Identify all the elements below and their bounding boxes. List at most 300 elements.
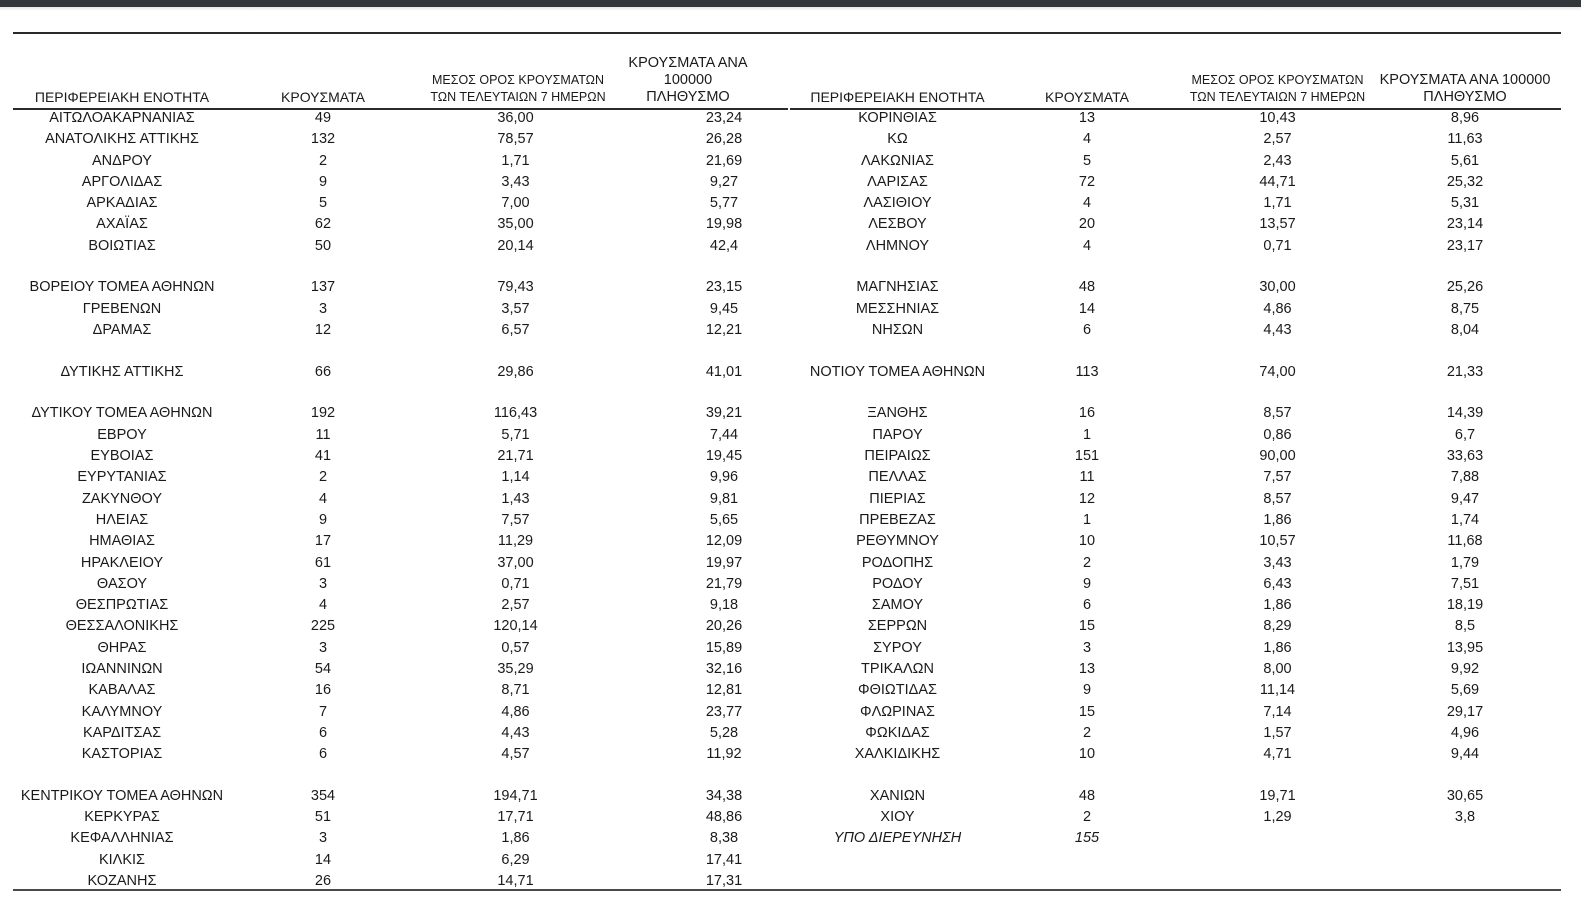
right-table xyxy=(790,60,1561,850)
cases-value: 354 xyxy=(310,787,336,804)
avg-7day-value: 4,43 xyxy=(1263,322,1292,339)
cases-value: 5 xyxy=(318,195,328,212)
cases-value: 41 xyxy=(314,448,332,465)
header-region: ΠΕΡΙΦΕΡΕΙΑΚΗ ΕΝΟΤΗΤΑ xyxy=(34,89,210,105)
table-row xyxy=(13,510,788,531)
per-100k-value: 5,77 xyxy=(709,195,739,212)
table-row xyxy=(790,277,1561,298)
region-name: ΒΟΡΕΙΟΥ ΤΟΜΕΑ ΑΘΗΝΩΝ xyxy=(29,279,215,296)
per-100k-value: 5,31 xyxy=(1450,195,1480,212)
per-100k-value: 6,7 xyxy=(1454,426,1476,443)
avg-7day-value: 2,43 xyxy=(1263,152,1292,169)
cases-value: 15 xyxy=(1078,618,1096,635)
avg-7day-value: 3,57 xyxy=(501,300,530,317)
table-row xyxy=(13,236,788,257)
per-100k-value: 9,45 xyxy=(709,300,739,317)
region-name: ΑΝΔΡΟΥ xyxy=(92,152,152,169)
cases-value: 16 xyxy=(1078,405,1096,422)
table-row xyxy=(790,214,1561,235)
avg-7day-value: 1,29 xyxy=(1263,809,1292,826)
table-row xyxy=(13,151,788,172)
per-100k-value: 19,45 xyxy=(705,448,743,465)
cases-value: 6 xyxy=(318,724,328,741)
region-name: ΚΩ xyxy=(887,131,908,148)
table-row xyxy=(13,744,788,765)
cases-value: 11 xyxy=(315,426,331,443)
table-row xyxy=(790,702,1561,723)
avg-7day-value: 20,14 xyxy=(497,237,534,254)
avg-7day-value: 29,86 xyxy=(497,363,534,380)
per-100k-value: 17,41 xyxy=(705,851,743,868)
table-row xyxy=(790,362,1561,383)
per-100k-value: 8,38 xyxy=(709,830,739,847)
region-name: ΧΑΝΙΩΝ xyxy=(869,787,926,804)
cases-value: 2 xyxy=(1082,724,1092,741)
cases-value: 72 xyxy=(1078,173,1096,190)
per-100k-value: 14,39 xyxy=(1446,405,1484,422)
header-avg-line1: ΜΕΣΟΣ ΟΡΟΣ ΚΡΟΥΣΜΑΤΩΝ xyxy=(1191,73,1364,87)
avg-7day-value: 8,57 xyxy=(1263,490,1292,507)
table-row xyxy=(13,616,788,637)
cases-value: 10 xyxy=(1078,746,1096,763)
table-row xyxy=(13,553,788,574)
cases-value: 15 xyxy=(1078,703,1096,720)
region-name: ΡΟΔΟΠΗΣ xyxy=(861,554,934,571)
cases-value: 6 xyxy=(1082,597,1092,614)
cases-value: 10 xyxy=(1078,533,1096,550)
per-100k-value: 23,77 xyxy=(705,703,743,720)
table-row xyxy=(13,702,788,723)
cases-value: 62 xyxy=(314,216,332,233)
region-name: ΑΡΓΟΛΙΔΑΣ xyxy=(81,173,163,190)
avg-7day-value: 1,86 xyxy=(1263,639,1292,656)
table-row xyxy=(13,277,788,298)
cases-value: 1 xyxy=(1082,511,1092,528)
avg-7day-value: 3,43 xyxy=(501,173,530,190)
table-row xyxy=(790,403,1561,424)
cases-value: 4 xyxy=(318,490,328,507)
avg-7day-value: 0,86 xyxy=(1263,426,1292,443)
table-row xyxy=(790,744,1561,765)
avg-7day-value: 11,29 xyxy=(497,533,534,550)
cases-value: 13 xyxy=(1078,110,1096,126)
cases-value: 11 xyxy=(1079,469,1095,486)
region-name: ΕΒΡΟΥ xyxy=(97,426,147,443)
cases-value: 12 xyxy=(314,322,332,339)
per-100k-value: 9,44 xyxy=(1450,746,1480,763)
per-100k-value: 21,79 xyxy=(705,575,743,592)
avg-7day-value: 4,86 xyxy=(501,703,530,720)
avg-7day-value: 8,29 xyxy=(1263,618,1292,635)
row-spacer xyxy=(13,257,788,277)
table-row xyxy=(790,425,1561,446)
region-name: ΛΑΡΙΣΑΣ xyxy=(867,173,928,190)
region-name: ΕΥΡΥΤΑΝΙΑΣ xyxy=(77,469,167,486)
avg-7day-value: 1,86 xyxy=(1263,597,1292,614)
per-100k-value: 11,63 xyxy=(1447,131,1483,148)
per-100k-value: 19,97 xyxy=(705,554,743,571)
avg-7day-value: 19,71 xyxy=(1259,787,1296,804)
region-name: ΦΛΩΡΙΝΑΣ xyxy=(860,703,935,720)
row-spacer xyxy=(790,383,1561,403)
region-name: ΦΘΙΩΤΙΔΑΣ xyxy=(858,682,937,699)
per-100k-value: 26,28 xyxy=(705,131,743,148)
region-name: ΠΑΡΟΥ xyxy=(872,426,923,443)
avg-7day-value: 7,57 xyxy=(501,511,530,528)
region-name: ΒΟΙΩΤΙΑΣ xyxy=(88,237,156,254)
table-row xyxy=(13,403,788,424)
table-row xyxy=(13,299,788,320)
region-name: ΑΡΚΑΔΙΑΣ xyxy=(86,195,158,212)
cases-value: 1 xyxy=(1082,426,1092,443)
table-row xyxy=(790,108,1561,129)
avg-7day-value: 1,86 xyxy=(501,830,530,847)
per-100k-value: 13,95 xyxy=(1446,639,1484,656)
cases-value: 151 xyxy=(1074,448,1100,465)
row-spacer xyxy=(790,341,1561,361)
per-100k-value: 17,31 xyxy=(705,873,743,890)
region-name: ΗΡΑΚΛΕΙΟΥ xyxy=(80,554,164,571)
per-100k-value: 5,69 xyxy=(1450,682,1480,699)
window-top-bar xyxy=(0,0,1581,7)
avg-7day-value: 90,00 xyxy=(1259,448,1296,465)
table-row xyxy=(790,807,1561,828)
per-100k-value: 12,21 xyxy=(705,322,743,339)
header-per-line2: ΠΛΗΘΥΣΜΟ xyxy=(1423,89,1507,105)
per-100k-value: 15,89 xyxy=(705,639,743,656)
per-100k-value: 23,14 xyxy=(1446,216,1484,233)
region-name: ΔΡΑΜΑΣ xyxy=(92,322,152,339)
table-row xyxy=(13,320,788,341)
avg-7day-value: 78,57 xyxy=(497,131,534,148)
per-100k-value: 29,17 xyxy=(1446,703,1484,720)
region-name: ΚΑΒΑΛΑΣ xyxy=(88,682,156,699)
region-name: ΠΙΕΡΙΑΣ xyxy=(869,490,926,507)
row-spacer xyxy=(790,765,1561,785)
table-row xyxy=(790,680,1561,701)
cases-value: 3 xyxy=(318,575,328,592)
left-table-header xyxy=(13,55,788,108)
cases-value: 3 xyxy=(318,639,328,656)
table-row xyxy=(790,320,1561,341)
per-100k-value: 21,33 xyxy=(1446,363,1484,380)
cases-value: 17 xyxy=(314,533,332,550)
region-name: ΣΥΡΟΥ xyxy=(873,639,922,656)
avg-7day-value: 10,57 xyxy=(1259,533,1296,550)
table-row xyxy=(790,446,1561,467)
header-7day-average xyxy=(1180,72,1375,106)
table-row xyxy=(13,446,788,467)
avg-7day-value: 1,43 xyxy=(501,490,530,507)
header-region: ΠΕΡΙΦΕΡΕΙΑΚΗ ΕΝΟΤΗΤΑ xyxy=(810,89,985,105)
avg-7day-value: 1,14 xyxy=(501,469,530,486)
avg-7day-value: 1,71 xyxy=(501,152,530,169)
region-name: ΝΗΣΩΝ xyxy=(871,322,924,339)
per-100k-value: 20,26 xyxy=(705,618,743,635)
cases-value: 225 xyxy=(310,618,336,635)
avg-7day-value: 5,71 xyxy=(501,426,530,443)
avg-7day-value: 4,57 xyxy=(501,746,530,763)
per-100k-value: 48,86 xyxy=(705,809,743,826)
cases-value: 9 xyxy=(318,511,328,528)
table-row xyxy=(790,595,1561,616)
cases-value: 4 xyxy=(1082,131,1092,148)
avg-7day-value: 1,86 xyxy=(1263,511,1292,528)
region-name: ΘΑΣΟΥ xyxy=(96,575,148,592)
cases-value: 14 xyxy=(1078,300,1096,317)
cases-value: 4 xyxy=(318,597,328,614)
avg-7day-value: 44,71 xyxy=(1259,173,1296,190)
region-name: ΠΕΛΛΑΣ xyxy=(868,469,927,486)
per-100k-value: 11,92 xyxy=(706,746,742,763)
region-name: ΔΥΤΙΚΟΥ ΤΟΜΕΑ ΑΘΗΝΩΝ xyxy=(31,405,213,422)
per-100k-value: 12,81 xyxy=(705,682,743,699)
cases-value: 48 xyxy=(1078,787,1096,804)
per-100k-value: 23,15 xyxy=(705,279,743,296)
header-per-line1: ΚΡΟΥΣΜΑΤΑ ΑΝΑ 100000 xyxy=(628,55,748,88)
region-name: ΧΑΛΚΙΔΙΚΗΣ xyxy=(854,746,941,763)
header-avg-line1: ΜΕΣΟΣ ΟΡΟΣ ΚΡΟΥΣΜΑΤΩΝ xyxy=(431,73,605,87)
row-spacer xyxy=(13,383,788,403)
cases-value: 61 xyxy=(314,554,332,571)
avg-7day-value: 13,57 xyxy=(1259,216,1296,233)
region-name: ΗΛΕΙΑΣ xyxy=(95,511,149,528)
table-row xyxy=(790,467,1561,488)
cases-value: 20 xyxy=(1078,216,1096,233)
region-name: ΛΑΣΙΘΙΟΥ xyxy=(863,195,932,212)
avg-7day-value: 4,43 xyxy=(501,724,530,741)
cases-value: 2 xyxy=(318,469,328,486)
table-row xyxy=(13,871,788,892)
avg-7day-value: 10,43 xyxy=(1259,110,1296,126)
top-bar-shadow xyxy=(0,7,1581,11)
avg-7day-value: 30,00 xyxy=(1259,279,1296,296)
per-100k-value: 25,32 xyxy=(1446,173,1484,190)
cases-value: 5 xyxy=(1082,152,1092,169)
avg-7day-value: 35,29 xyxy=(497,661,534,677)
avg-7day-value: 0,71 xyxy=(1263,237,1292,254)
region-name: ΘΕΣΣΑΛΟΝΙΚΗΣ xyxy=(65,618,179,635)
avg-7day-value: 4,86 xyxy=(1263,300,1292,317)
avg-7day-value: 21,71 xyxy=(497,448,534,465)
region-name: ΡΟΔΟΥ xyxy=(872,575,923,592)
region-name: ΚΕΝΤΡΙΚΟΥ ΤΟΜΕΑ ΑΘΗΝΩΝ xyxy=(20,787,224,804)
avg-7day-value: 6,43 xyxy=(1263,575,1292,592)
cases-value: 49 xyxy=(314,110,332,126)
region-name: ΣΑΜΟΥ xyxy=(871,597,924,614)
avg-7day-value: 3,43 xyxy=(1263,554,1292,571)
avg-7day-value: 7,14 xyxy=(1263,703,1292,720)
header-cases: ΚΡΟΥΣΜΑΤΑ xyxy=(281,89,365,105)
table-row xyxy=(790,531,1561,552)
header-avg-line2: ΤΩΝ ΤΕΛΕΥΤΑΙΩΝ 7 ΗΜΕΡΩΝ xyxy=(430,90,606,104)
table-row xyxy=(13,129,788,150)
right-table-body xyxy=(790,108,1561,850)
per-100k-value: 19,98 xyxy=(705,216,743,233)
table-row xyxy=(13,489,788,510)
region-name: ΛΗΜΝΟΥ xyxy=(865,237,930,254)
table-row xyxy=(13,574,788,595)
table-row xyxy=(790,616,1561,637)
region-name: ΣΕΡΡΩΝ xyxy=(867,618,928,635)
row-spacer xyxy=(13,341,788,361)
avg-7day-value: 6,57 xyxy=(501,322,530,339)
cases-value: 14 xyxy=(314,851,332,868)
per-100k-value: 4,96 xyxy=(1450,724,1480,741)
header-per-100k xyxy=(1370,72,1560,106)
per-100k-value: 9,92 xyxy=(1450,661,1480,677)
region-name: ΠΕΙΡΑΙΩΣ xyxy=(864,448,931,465)
per-100k-value: 8,04 xyxy=(1450,322,1480,339)
region-name: ΑΝΑΤΟΛΙΚΗΣ ΑΤΤΙΚΗΣ xyxy=(45,131,199,148)
cases-value: 4 xyxy=(1082,237,1092,254)
avg-7day-value: 1,71 xyxy=(1263,195,1292,212)
avg-7day-value: 2,57 xyxy=(501,597,530,614)
cases-value: 54 xyxy=(314,661,332,677)
cases-value: 12 xyxy=(1078,490,1096,507)
region-name: ΥΠΟ ΔΙΕΡΕΥΝΗΣΗ xyxy=(833,830,962,847)
table-row xyxy=(13,638,788,659)
region-name: ΘΗΡΑΣ xyxy=(97,639,147,656)
table-row xyxy=(790,786,1561,807)
per-100k-value: 11,68 xyxy=(1447,533,1483,550)
cases-value: 3 xyxy=(318,830,328,847)
per-100k-value: 21,69 xyxy=(705,152,743,169)
cases-value: 6 xyxy=(318,746,328,763)
cases-value: 155 xyxy=(1074,830,1100,847)
cases-value: 48 xyxy=(1078,279,1096,296)
cases-value: 51 xyxy=(314,809,332,826)
header-per-line1: ΚΡΟΥΣΜΑΤΑ ΑΝΑ 100000 xyxy=(1379,72,1551,88)
row-spacer xyxy=(790,257,1561,277)
per-100k-value: 25,26 xyxy=(1446,279,1484,296)
avg-7day-value: 36,00 xyxy=(497,110,534,126)
region-name: ΑΙΤΩΛΟΑΚΑΡΝΑΝΙΑΣ xyxy=(49,110,195,126)
table-row xyxy=(790,151,1561,172)
avg-7day-value: 79,43 xyxy=(497,279,534,296)
per-100k-value: 7,88 xyxy=(1450,469,1480,486)
region-name: ΛΑΚΩΝΙΑΣ xyxy=(860,152,934,169)
table-row xyxy=(790,489,1561,510)
table-row xyxy=(13,680,788,701)
region-name: ΗΜΑΘΙΑΣ xyxy=(89,533,155,550)
avg-7day-value: 4,71 xyxy=(1263,746,1292,763)
per-100k-value: 32,16 xyxy=(705,661,743,677)
region-name: ΞΑΝΘΗΣ xyxy=(867,405,928,422)
region-name: ΤΡΙΚΑΛΩΝ xyxy=(861,661,934,677)
per-100k-value: 5,61 xyxy=(1450,152,1480,169)
cases-value: 9 xyxy=(1082,575,1092,592)
avg-7day-value: 74,00 xyxy=(1259,363,1296,380)
table-row xyxy=(13,425,788,446)
per-100k-value: 3,8 xyxy=(1454,809,1476,826)
table-row xyxy=(790,553,1561,574)
table-row xyxy=(13,807,788,828)
per-100k-value: 1,79 xyxy=(1450,554,1480,571)
avg-7day-value: 116,43 xyxy=(493,405,538,422)
cases-value: 26 xyxy=(314,873,332,890)
table-row xyxy=(790,299,1561,320)
avg-7day-value: 6,29 xyxy=(501,851,530,868)
table-row xyxy=(790,129,1561,150)
header-cases: ΚΡΟΥΣΜΑΤΑ xyxy=(1045,89,1129,105)
cases-value: 132 xyxy=(310,131,336,148)
avg-7day-value: 8,71 xyxy=(501,682,530,699)
avg-7day-value: 194,71 xyxy=(493,787,538,804)
region-name: ΚΑΡΔΙΤΣΑΣ xyxy=(82,724,162,741)
region-name: ΚΟΖΑΝΗΣ xyxy=(87,873,157,890)
avg-7day-value: 0,71 xyxy=(501,575,530,592)
cases-value: 50 xyxy=(314,237,332,254)
per-100k-value: 9,18 xyxy=(709,597,739,614)
cases-value: 192 xyxy=(310,405,336,422)
table-row xyxy=(13,193,788,214)
per-100k-value: 33,63 xyxy=(1446,448,1484,465)
avg-7day-value: 14,71 xyxy=(497,873,534,890)
header-per-100k xyxy=(613,55,763,106)
table-row xyxy=(13,786,788,807)
per-100k-value: 5,65 xyxy=(709,511,739,528)
per-100k-value: 9,81 xyxy=(709,490,739,507)
right-table-header xyxy=(790,60,1561,108)
left-table xyxy=(13,55,788,892)
per-100k-value: 23,17 xyxy=(1446,237,1484,254)
per-100k-value: 18,19 xyxy=(1446,597,1484,614)
avg-7day-value: 7,57 xyxy=(1263,469,1292,486)
region-name: ΙΩΑΝΝΙΝΩΝ xyxy=(81,661,163,677)
per-100k-value: 8,96 xyxy=(1450,110,1480,126)
per-100k-value: 9,96 xyxy=(709,469,739,486)
table-row xyxy=(13,172,788,193)
per-100k-value: 9,47 xyxy=(1450,490,1480,507)
region-name: ΡΕΘΥΜΝΟΥ xyxy=(856,533,939,550)
per-100k-value: 5,28 xyxy=(709,724,739,741)
per-100k-value: 7,44 xyxy=(709,426,739,443)
table-row xyxy=(13,531,788,552)
per-100k-value: 30,65 xyxy=(1446,787,1484,804)
region-name: ΕΥΒΟΙΑΣ xyxy=(90,448,154,465)
left-table-body xyxy=(13,108,788,892)
header-7day-average xyxy=(418,72,618,106)
region-name: ΔΥΤΙΚΗΣ ΑΤΤΙΚΗΣ xyxy=(60,363,184,380)
header-per-line2: ΠΛΗΘΥΣΜΟ xyxy=(646,89,730,105)
header-avg-line2: ΤΩΝ ΤΕΛΕΥΤΑΙΩΝ 7 ΗΜΕΡΩΝ xyxy=(1189,90,1366,104)
region-name: ΚΑΛΥΜΝΟΥ xyxy=(81,703,163,720)
avg-7day-value: 35,00 xyxy=(497,216,534,233)
region-name: ΜΕΣΣΗΝΙΑΣ xyxy=(855,300,940,317)
table-row xyxy=(13,467,788,488)
cases-value: 3 xyxy=(1082,639,1092,656)
region-name: ΖΑΚΥΝΘΟΥ xyxy=(81,490,163,507)
cases-value: 2 xyxy=(318,152,328,169)
cases-value: 3 xyxy=(318,300,328,317)
avg-7day-value: 1,57 xyxy=(1263,724,1292,741)
region-name: ΠΡΕΒΕΖΑΣ xyxy=(859,511,936,528)
region-name: ΝΟΤΙΟΥ ΤΟΜΕΑ ΑΘΗΝΩΝ xyxy=(809,363,986,380)
avg-7day-value: 2,57 xyxy=(1263,131,1292,148)
per-100k-value: 34,38 xyxy=(705,787,743,804)
table-row xyxy=(13,108,788,129)
region-name: ΛΕΣΒΟΥ xyxy=(868,216,927,233)
cases-value: 9 xyxy=(318,173,328,190)
cases-value: 6 xyxy=(1082,322,1092,339)
table-row xyxy=(13,828,788,849)
cases-value: 7 xyxy=(318,703,328,720)
cases-value: 137 xyxy=(310,279,336,296)
cases-value: 16 xyxy=(314,682,332,699)
table-row xyxy=(790,510,1561,531)
per-100k-value: 23,24 xyxy=(705,110,743,126)
